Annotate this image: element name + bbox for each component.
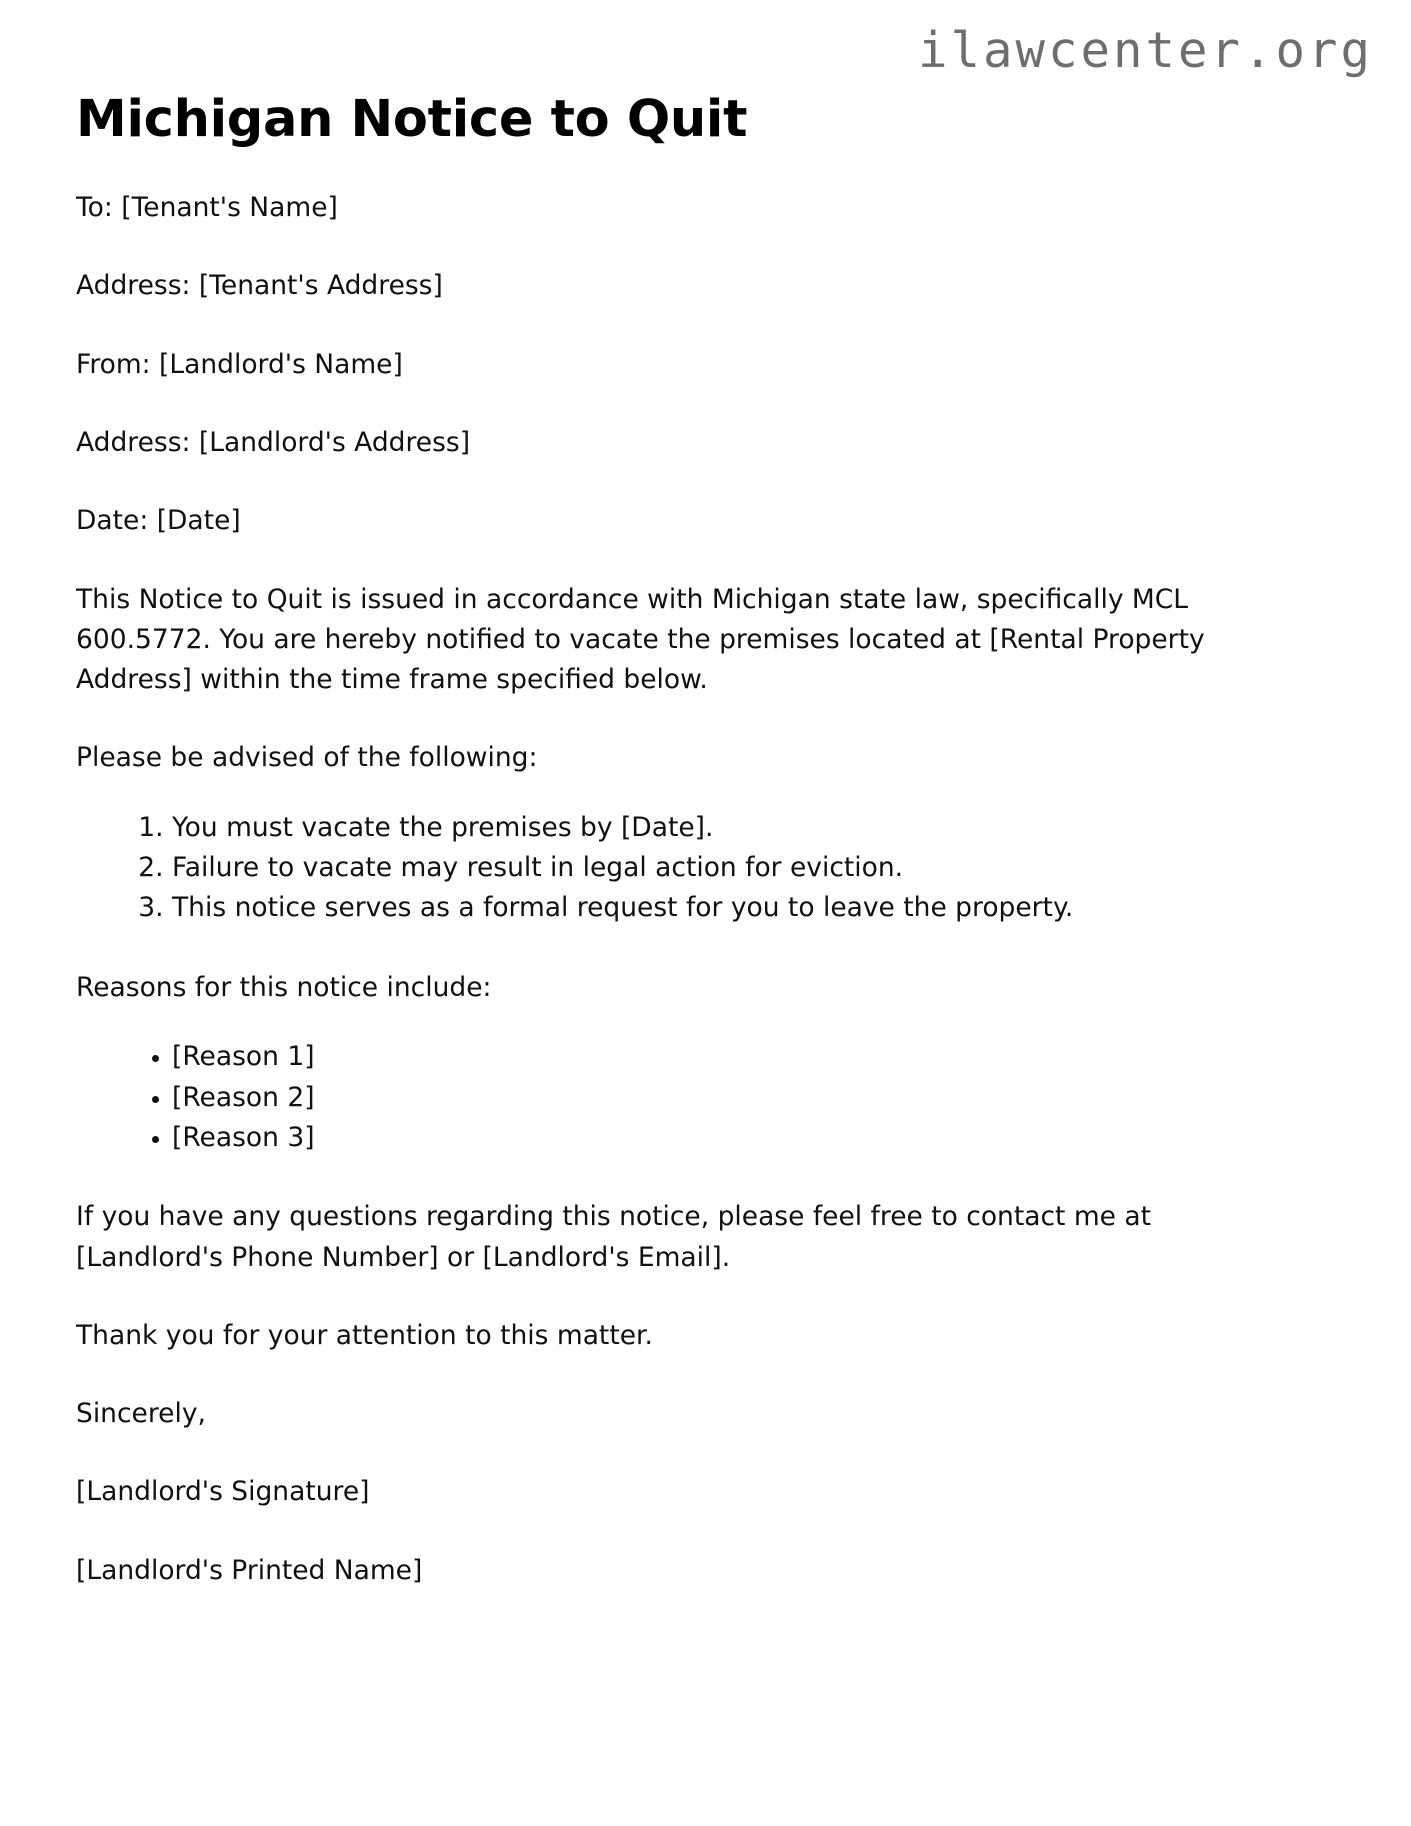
list-item: 1. You must vacate the premises by [Date].	[172, 809, 1256, 849]
list-item: • [Reason 3]	[172, 1119, 1256, 1159]
closing-salutation: Sincerely,	[76, 1398, 206, 1430]
reasons-list	[76, 1008, 1256, 1159]
site-watermark: ilawcenter.org	[917, 22, 1373, 79]
advised-lead-in: Please be advised of the following:	[76, 742, 538, 774]
signature-line: [Landlord's Signature]	[76, 1476, 370, 1508]
document-content	[76, 0, 1256, 1591]
field-landlord-address: Address: [Landlord's Address]	[76, 426, 471, 458]
field-tenant-address: Address: [Tenant's Address]	[76, 270, 443, 302]
list-item: 2. Failure to vacate may result in legal action for eviction.	[172, 849, 1256, 889]
contact-paragraph: If you have any questions regarding this notice, please feel free to contact me at [Landlord's Phone Number] or [Landlord's Email].	[76, 1201, 1152, 1273]
thanks-paragraph: Thank you for your attention to this matter.	[76, 1319, 653, 1351]
list-item: • [Reason 1]	[172, 1038, 1256, 1078]
field-date: Date: [Date]	[76, 505, 241, 537]
printed-name-line: [Landlord's Printed Name]	[76, 1554, 423, 1586]
intro-paragraph: This Notice to Quit is issued in accordance with Michigan state law, specifically MCL 600.5772. You are hereby notified to vacate the premises located at [Rental Property Address] within the time frame specified below.	[76, 583, 1205, 696]
page-title: Michigan Notice to Quit	[76, 90, 748, 149]
list-item: 3. This notice serves as a formal request for you to leave the property.	[172, 889, 1256, 929]
reasons-lead-in: Reasons for this notice include:	[76, 971, 492, 1003]
notice-terms-list	[76, 779, 1256, 930]
field-landlord-name: From: [Landlord's Name]	[76, 348, 403, 380]
list-item: • [Reason 2]	[172, 1079, 1256, 1119]
field-tenant-name: To: [Tenant's Name]	[76, 192, 338, 224]
